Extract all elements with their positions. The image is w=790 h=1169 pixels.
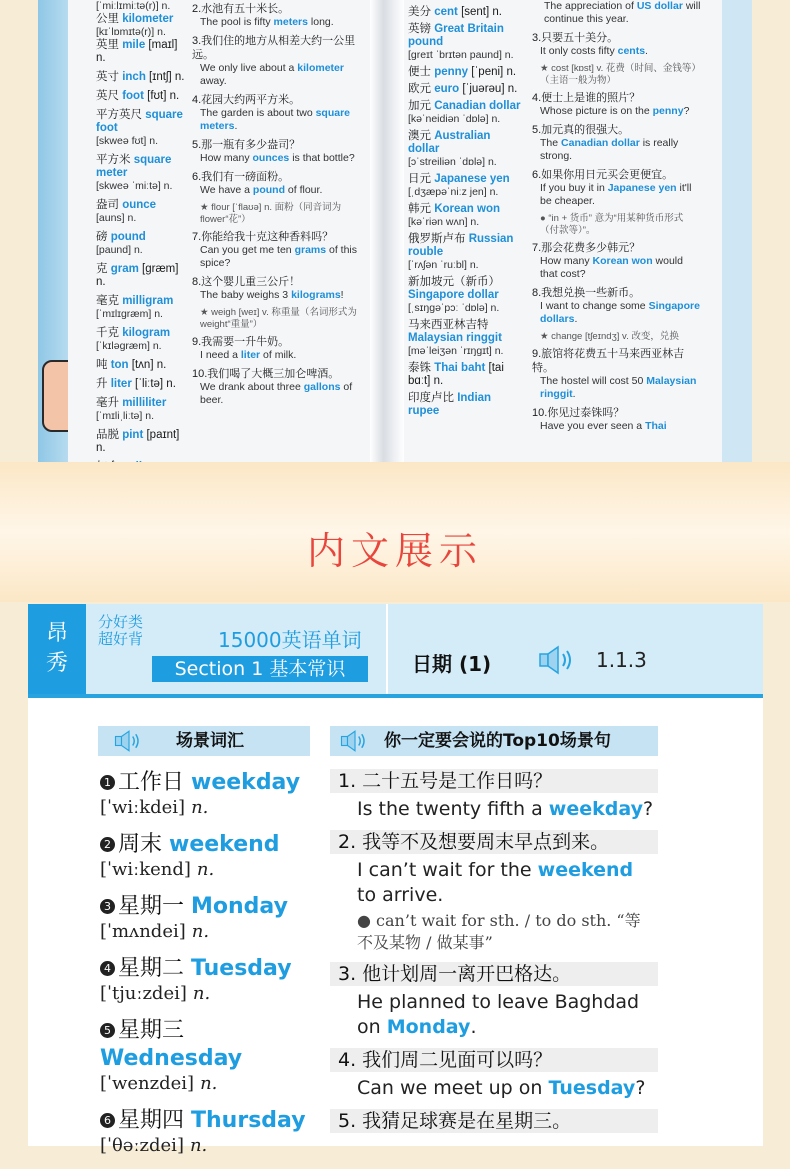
sentence-en: The appreciation of US dollar will continue this year. [544, 0, 701, 25]
topic-title: 日期 (1) [412, 652, 492, 676]
sentence-en: The baby weighs 3 kilograms! [200, 289, 344, 301]
brand-logo [28, 604, 86, 694]
vocab-en: weekday [191, 770, 301, 795]
word-entry: 英镑 Great Britain pound [408, 23, 504, 48]
sentence-cn: 10.你见过泰铢吗？ [532, 407, 625, 419]
vocab-cn: 星期三 [118, 1018, 185, 1043]
word-entry: 欧元 euro [ˈjuərəu] n. [408, 83, 518, 95]
word-entry: 盎司 ounce [96, 199, 157, 211]
sentence-en: The Canadian dollar is really strong. [540, 137, 679, 162]
vocab-en: Thursday [191, 1108, 306, 1133]
vocab-pos: n. [200, 1073, 218, 1094]
sentence-cn: 7.你能给我十克这种香料吗？ [192, 231, 334, 243]
word-entry: 平方米 square meter [96, 154, 172, 179]
vocab-list [100, 769, 320, 1169]
sentence-en: The hostel will cost 50 Malaysian ringgit. [540, 375, 697, 400]
vocab-item [100, 893, 320, 943]
sentence-en: I want to change some Singapore dollars. [540, 300, 700, 325]
sentence-cn: 5. 我猜足球赛是在星期三。 [330, 1109, 658, 1133]
item-number: 5 [100, 1023, 115, 1038]
word-entry: 毫升 milliliter [96, 397, 167, 409]
vocab-item [100, 831, 320, 881]
sentence-en: How many Korean won would that cost? [540, 255, 683, 280]
sentence-en: If you buy it in Japanese yen it'll be cheaper. [540, 182, 692, 207]
vocab-phonetic: [ˈθəːzdei] [100, 1135, 184, 1156]
word-phonetic: [kɪˈlɒmɪtə(r)] n. [96, 26, 166, 38]
word-entry: 品脱 pint [paɪnt] n. [96, 429, 180, 454]
word-entry: 英寸 inch [ɪntʃ] n. [96, 71, 185, 83]
sentence-note: ★ change [tʃeɪndʒ] v. 改变，兑换 [540, 331, 679, 342]
vocab-pos: n. [189, 1135, 208, 1156]
vocab-cn: 星期四 [118, 1108, 185, 1133]
word-phonetic: [auns] n. [96, 212, 137, 224]
word-entry: 泰铢 Thai baht [tai bɑːt] n. [408, 362, 504, 387]
sentence-note: ● “in + 货币” 意为“用某种货币形式（付款等）”。 [540, 213, 684, 236]
vocab-cn: 周末 [118, 832, 163, 857]
item-number: 2 [100, 837, 115, 852]
word-entry: 马来西亚林吉特 Malaysian ringgit [408, 319, 502, 344]
sentence-item [330, 1048, 658, 1103]
word-phonetic: [skweə fʊt] n. [96, 135, 158, 147]
brand-char: 秀 [45, 651, 68, 676]
sentence-item [330, 769, 658, 824]
word-entry: 吨 ton [tʌn] n. [96, 359, 167, 371]
vocab-item [100, 1017, 320, 1095]
sentence-cn: 4.花园大约两平方米。 [192, 94, 301, 106]
tagline-line: 超好背 [98, 630, 144, 648]
vocab-cn: 工作日 [118, 770, 185, 795]
sentence-en: The pool is fifty meters long. [200, 16, 334, 28]
word-entry: 平方英尺 square foot [96, 109, 183, 134]
right-page-word-list [408, 6, 524, 418]
tagline [98, 614, 148, 648]
word-entry: 美分 cent [sent] n. [408, 6, 502, 18]
right-page-sentences [532, 0, 702, 438]
sentence-cn: 9.旅馆将花费五十马来西亚林吉特。 [532, 348, 685, 374]
sentence-note: ★ cost [kɒst] v. 花费（时间、金钱等）（主语一般为物） [540, 63, 701, 86]
sentence-en: It only costs fifty cents. [540, 45, 648, 57]
word-entry: 英尺 foot [fʊt] n. [96, 90, 180, 102]
sentence-en: How many ounces is that bottle? [200, 152, 355, 164]
tagline-line: 分好类 [98, 613, 144, 631]
sentence-en: The garden is about two square meters. [200, 107, 351, 132]
word-phonetic: [ˈmɪliˌliːtə] n. [96, 410, 154, 422]
sentence-cn: 3. 他计划周一离开巴格达。 [330, 962, 658, 986]
word-entry: 澳元 Australian dollar [408, 130, 491, 155]
vocab-cn: 星期二 [118, 956, 185, 981]
sample-page [28, 604, 763, 1156]
vocab-en: Monday [191, 894, 288, 919]
vocab-en: weekend [169, 832, 280, 857]
section-heading: 内文展示 [306, 529, 483, 573]
sentence-note: ★ flour [ˈflaʊə] n. 面粉（同音词为 flower“花”） [200, 202, 342, 225]
sentence-cn: 10.我们喝了大概三加仑啤酒。 [192, 368, 340, 380]
word-phonetic: [məˈleiʒən ˈrɪŋɡɪt] n. [408, 345, 504, 357]
speaker-icon[interactable] [538, 644, 578, 680]
sentence-en: Is the twenty fifth a weekday? [357, 798, 654, 820]
vocab-pos: n. [191, 921, 210, 942]
vocab-pos: n. [196, 859, 215, 880]
word-phonetic: [kəˈneidiən ˈdɒlə] n. [408, 113, 501, 125]
sentence-item [330, 1109, 658, 1133]
sentence-item [330, 962, 658, 1042]
sentence-cn: 8.这个婴儿重三公斤！ [192, 276, 301, 288]
word-phonetic: [ˌsɪŋɡəˈpɔː ˈdɒlə] n. [408, 302, 500, 314]
left-page-sentences [192, 0, 360, 412]
word-phonetic: [ˈmɪlɪɡræm] n. [96, 308, 163, 320]
sentence-en: Can you get me ten grams of this spice? [200, 244, 358, 269]
sentence-item [330, 830, 658, 956]
sentence-cn: 5.那一瓶有多少盎司？ [192, 139, 301, 151]
sentence-cn: 5.加元真的很强大。 [532, 124, 630, 136]
left-page-word-list [96, 0, 188, 474]
sentence-cn: 7.那会花费多少韩元？ [532, 242, 641, 254]
word-phonetic: [greɪt ˈbrɪtən paund] n. [408, 49, 514, 61]
vocab-item [100, 769, 320, 819]
sentence-cn: 2. 我等不及想要周末早点到来。 [330, 830, 658, 854]
vocab-phonetic: [ˈmʌndei] [100, 921, 186, 942]
word-entry: 日元 Japanese yen [408, 173, 510, 185]
sentence-column-title: 你一定要会说的Top10场景句 [384, 731, 611, 751]
vocab-en: Wednesday [100, 1046, 243, 1071]
book-spine [370, 0, 404, 462]
word-entry: 俄罗斯卢布 Russian rouble [408, 233, 514, 258]
sentence-en: Can we meet up on Tuesday? [357, 1077, 646, 1099]
word-entry: 便士 penny [ˈpeni] n. [408, 66, 517, 78]
item-number: 4 [100, 961, 115, 976]
word-phonetic: [ˌdʒæpəˈniːz jen] n. [408, 186, 499, 198]
item-number: 1 [100, 775, 115, 790]
series-title: 15000英语单词 [218, 628, 362, 652]
sentence-cn: 6.我们有一磅面粉。 [192, 171, 290, 183]
word-entry: 印度卢比 Indian rupee [408, 392, 492, 417]
page-banner [28, 604, 763, 698]
sentence-en: He planned to leave Baghdad on Monday. [357, 991, 640, 1038]
sentence-cn: 3.只要五十美分。 [532, 32, 619, 44]
item-number: 6 [100, 1113, 115, 1128]
word-entry: 加元 Canadian dollar [408, 100, 521, 112]
word-phonetic: [paund] n. [96, 244, 143, 256]
book-photo [38, 0, 752, 462]
sentence-cn: 8.我想兑换一些新币。 [532, 287, 641, 299]
sentence-en: We have a pound of flour. [200, 184, 323, 196]
sentence-column-header [330, 726, 658, 756]
vocab-item [100, 955, 320, 1005]
sentence-note: ● can’t wait for sth. / to do sth. “等不及某物 / 做某事” [357, 911, 641, 952]
word-entry: 英里 mile [maɪl] n. [96, 39, 178, 64]
speaker-icon[interactable] [112, 729, 146, 763]
word-phonetic: [ˈmiːlɪmiːtə(r)] n. [96, 0, 171, 12]
word-entry: 磅 pound [96, 231, 146, 243]
sentence-en: Have you ever seen a Thai [540, 420, 667, 432]
word-phonetic: [kəˈriən wʌn] n. [408, 216, 480, 228]
sentence-list [330, 769, 658, 1139]
vocab-cn: 星期一 [118, 894, 185, 919]
sentence-note: ★ weigh [weɪ] v. 称重量（名词形式为 weight“重量”） [200, 307, 357, 330]
word-entry: 韩元 Korean won [408, 203, 501, 215]
vocab-item [100, 1107, 320, 1157]
vocab-phonetic: [ˈwenzdei] [100, 1073, 195, 1094]
sentence-en: I can’t wait for the weekend to arrive. [357, 859, 634, 906]
word-entry: 新加坡元（新币） Singapore dollar [408, 276, 500, 301]
sentence-cn: 2.水池有五十米长。 [192, 3, 290, 15]
sentence-en: Whose picture is on the penny? [540, 105, 690, 117]
word-entry: 升 liter [ˈliːtə] n. [96, 378, 176, 390]
vocab-phonetic: [ˈtjuːzdei] [100, 983, 187, 1004]
sentence-en: I need a liter of milk. [200, 349, 297, 361]
vocab-phonetic: [ˈwiːkdei] [100, 797, 186, 818]
vocab-pos: n. [191, 797, 209, 818]
sentence-cn: 1. 二十五号是工作日吗？ [330, 769, 658, 793]
audio-track-number: 1.1.3 [596, 648, 647, 672]
vocab-pos: n. [192, 983, 211, 1004]
sentence-cn: 4.便士上是谁的照片？ [532, 92, 641, 104]
word-entry: 毫克 milligram [96, 295, 174, 307]
section-label: Section 1 基本常识 [152, 656, 368, 682]
word-entry: 千克 kilogram [96, 327, 171, 339]
sentence-cn: 3.我们住的地方从相差大约一公里远。 [192, 35, 356, 61]
banner-divider [386, 604, 388, 694]
item-number: 3 [100, 899, 115, 914]
word-phonetic: [skweə ˈmiːtə] n. [96, 180, 173, 192]
word-phonetic: [ɔˈstreiliən ˈdɒlə] n. [408, 156, 497, 168]
vocab-column-title: 场景词汇 [176, 731, 244, 751]
vocab-en: Tuesday [191, 956, 292, 981]
sentence-en: We drank about three gallons of beer. [200, 381, 353, 406]
vocab-column-header [98, 726, 310, 756]
sentence-en: We only live about a kilometer away. [200, 62, 344, 87]
word-phonetic: [ˈkɪləɡræm] n. [96, 340, 162, 352]
sentence-cn: 9.我需要一升牛奶。 [192, 336, 290, 348]
word-entry: 克 gram [græm] n. [96, 263, 179, 288]
word-entry: 公里 kilometer [96, 13, 174, 25]
word-phonetic: [ˈrʌʃən ˈruːbl] n. [408, 259, 479, 271]
sentence-cn: 6.如果你用日元买会更便宜。 [532, 169, 674, 181]
brand-char: 昂 [45, 621, 68, 646]
sentence-cn: 4. 我们周二见面可以吗？ [330, 1048, 658, 1072]
vocab-phonetic: [ˈwiːkend] [100, 859, 191, 880]
speaker-icon[interactable] [338, 729, 372, 763]
